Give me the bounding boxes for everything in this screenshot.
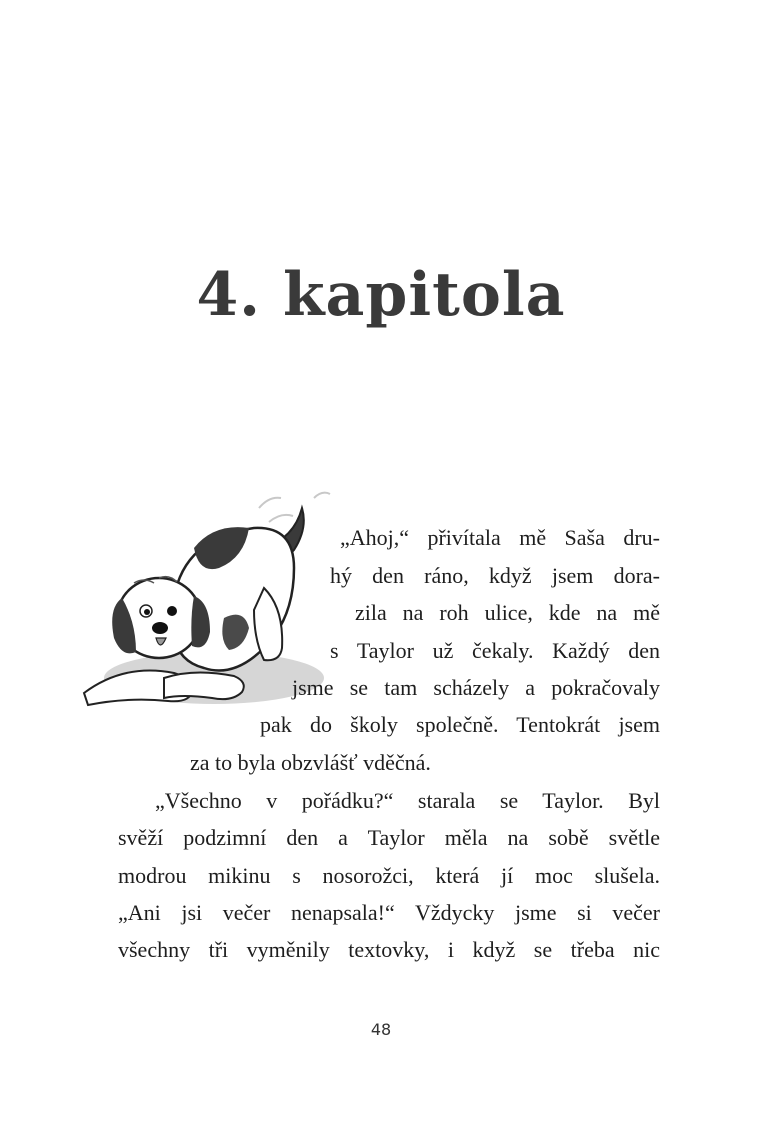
- text-line: „Ahoj,“ přivítala mě Saša dru-: [340, 525, 660, 550]
- text-line: zila na roh ulice, kde na mě: [355, 600, 660, 625]
- text-line: pak do školy společně. Tentokrát jsem: [260, 712, 660, 737]
- chapter-title: 4. kapitola: [196, 260, 566, 330]
- text-line: jsme se tam scházely a pokračovaly: [292, 675, 660, 700]
- text-line: „Ani jsi večer nenapsala!“ Vždycky jsme si večer: [118, 900, 660, 925]
- text-line: s Taylor už čekaly. Každý den: [330, 638, 660, 663]
- text-line: svěží podzimní den a Taylor měla na sobě světle: [118, 825, 660, 850]
- page-number: 48: [370, 1020, 392, 1039]
- text-line: všechny tři vyměnily textovky, i když se třeba nic: [118, 937, 660, 962]
- text-line: „Všechno v pořádku?“ starala se Taylor. Byl: [155, 788, 660, 813]
- text-line: modrou mikinu s nosorožci, která jí moc slušela.: [118, 863, 660, 888]
- text-line: hý den ráno, když jsem dora-: [330, 563, 660, 588]
- text-line: za to byla obzvlášť vděčná.: [190, 750, 431, 775]
